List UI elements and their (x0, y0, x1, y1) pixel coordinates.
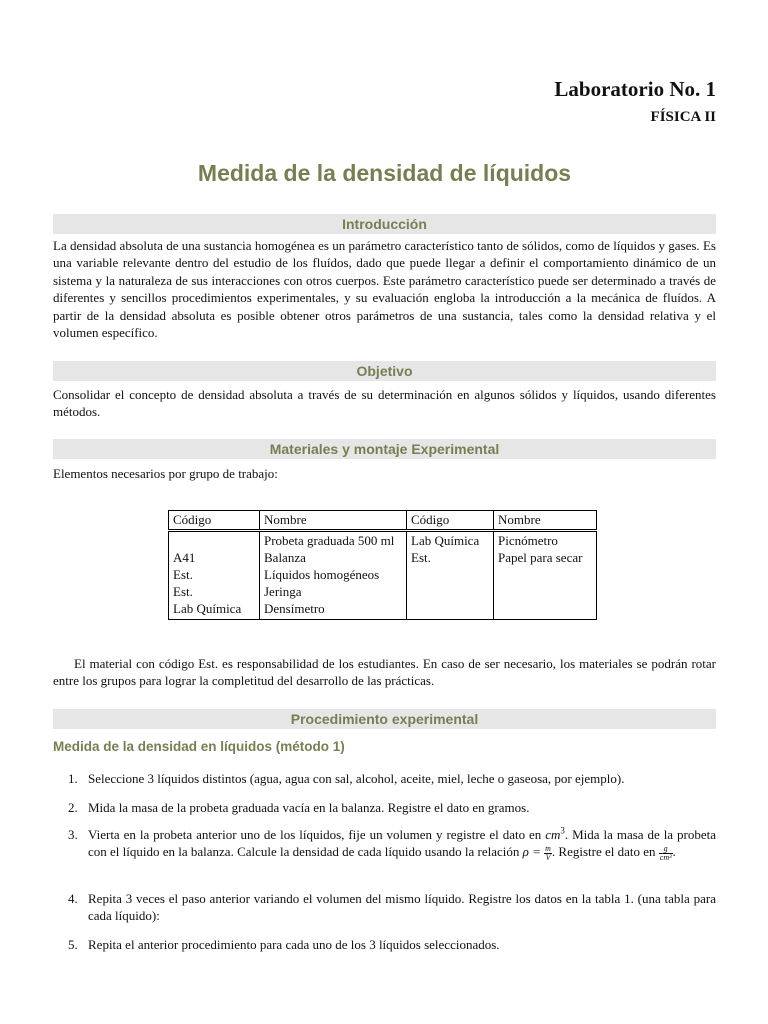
step-text-part: . (672, 844, 676, 860)
table-cell-line (173, 532, 255, 549)
lab-subject: FÍSICA II (650, 109, 716, 125)
table-cell-line: Papel para secar (498, 550, 583, 565)
step-number: 1. (68, 771, 78, 786)
section-heading-objective: Objetivo (53, 361, 716, 381)
section-heading-materials: Materiales y montaje Experimental (53, 439, 716, 459)
table-header-cell: Código (169, 511, 260, 531)
table-header-cell: Nombre (494, 511, 597, 531)
step-number: 4. (68, 891, 78, 906)
table-cell-line: Probeta graduada 500 ml (264, 533, 395, 548)
table-cell-line: Balanza (264, 550, 306, 565)
table-cell-line: Est. (173, 567, 193, 582)
table-cell-line: A41 (173, 550, 196, 565)
table-header-cell: Código (407, 511, 494, 531)
document-title: Medida de la densidad de líquidos (197, 160, 572, 186)
materials-table (168, 510, 597, 620)
table-cell-codes-2 (407, 531, 494, 620)
table-cell-line: Líquidos homogéneos (264, 567, 380, 582)
table-cell-line: Picnómetro (498, 533, 558, 548)
fraction-denominator: cm³ (659, 852, 672, 862)
step-text: Seleccione 3 líquidos distintos (agua, agua con sal, alcohol, aceite, miel, leche o gaseosa, por ejemplo). (88, 771, 625, 786)
unit-exponent: 3 (560, 825, 565, 836)
table-cell-line: Lab Química (411, 533, 480, 548)
density-fraction (544, 845, 552, 862)
unit-fraction (659, 845, 673, 862)
document-page (53, 0, 716, 1024)
table-cell-line: Jeringa (264, 584, 302, 599)
fraction-numerator: m (545, 843, 551, 853)
step-text: Mida la masa de la probeta graduada vacía en la balanza. Registre el dato en gramos. (88, 800, 530, 815)
step-text-part: . Registre el dato en (551, 844, 659, 860)
step-number: 5. (68, 937, 78, 952)
rho-symbol: ρ = (522, 844, 545, 860)
table-cell-line: Densímetro (264, 601, 325, 616)
step-text: Repita 3 veces el paso anterior variando el volumen del mismo líquido. Registre los datos en la tabla 1. (una tabla para cada líquido): (88, 891, 716, 924)
materials-note: El material con código Est. es responsabilidad de los estudiantes. En caso de ser necesario, los materiales se podrán rotar entre los grupos para lograr la completitud del desarrollo de las prácticas. (53, 656, 716, 689)
step-number: 2. (68, 800, 78, 815)
fraction-numerator: g (659, 845, 673, 854)
table-row (169, 531, 597, 620)
procedure-subheading: Medida de la densidad en líquidos (método 1) (53, 739, 345, 754)
fraction-denominator: V (545, 852, 551, 862)
section-heading-procedure: Procedimiento experimental (53, 709, 716, 729)
objective-paragraph: Consolidar el concepto de densidad absoluta a través de su determinación en algunos sólidos y líquidos, usando diferentes métodos. (53, 387, 716, 420)
table-header-row (169, 511, 597, 531)
step-text-part: . Mida la masa de la probeta con el líquido en la balanza. Calcule la densidad de cada líquido usando la relación (88, 827, 717, 860)
lab-title: Laboratorio No. 1 (554, 77, 716, 101)
table-cell-codes-1 (169, 531, 260, 620)
table-cell-line: Est. (411, 550, 431, 565)
step-number: 3. (68, 827, 78, 842)
table-cell-names-2 (494, 531, 597, 620)
table-cell-line: Est. (173, 584, 193, 599)
section-heading-intro: Introducción (53, 214, 716, 234)
unit-cm: cm (545, 827, 561, 842)
materials-intro: Elementos necesarios por grupo de trabajo: (53, 466, 278, 481)
table-cell-line: Lab Química (173, 601, 242, 616)
step-text (88, 826, 716, 862)
step-text-part: Vierta en la probeta anterior uno de los líquidos, fije un volumen y registre el dato en (88, 827, 546, 842)
table-header-cell: Nombre (260, 511, 407, 531)
table-cell-names-1 (260, 531, 407, 620)
step-text: Repita el anterior procedimiento para cada uno de los 3 líquidos seleccionados. (88, 937, 500, 952)
intro-paragraph: La densidad absoluta de una sustancia homogénea es un parámetro característico tanto de sólidos, como de líquidos y gases. Es una variable relevante dentro del estudio de los fluídos, dado que puede llegar a definir el comportamiento dinámico de un sistema y la naturaleza de sus interacciones con otros cuerpos. Este parámetro característico puede ser determinado a través de diferentes y sencillos procedimientos experimentales, y su evaluación engloba la introducción a la mecánica de fluídos. A partir de la densidad absoluta es posible obtener otros parámetros de una sustancia, tales como la densidad relativa y el volumen específico. (53, 238, 716, 341)
